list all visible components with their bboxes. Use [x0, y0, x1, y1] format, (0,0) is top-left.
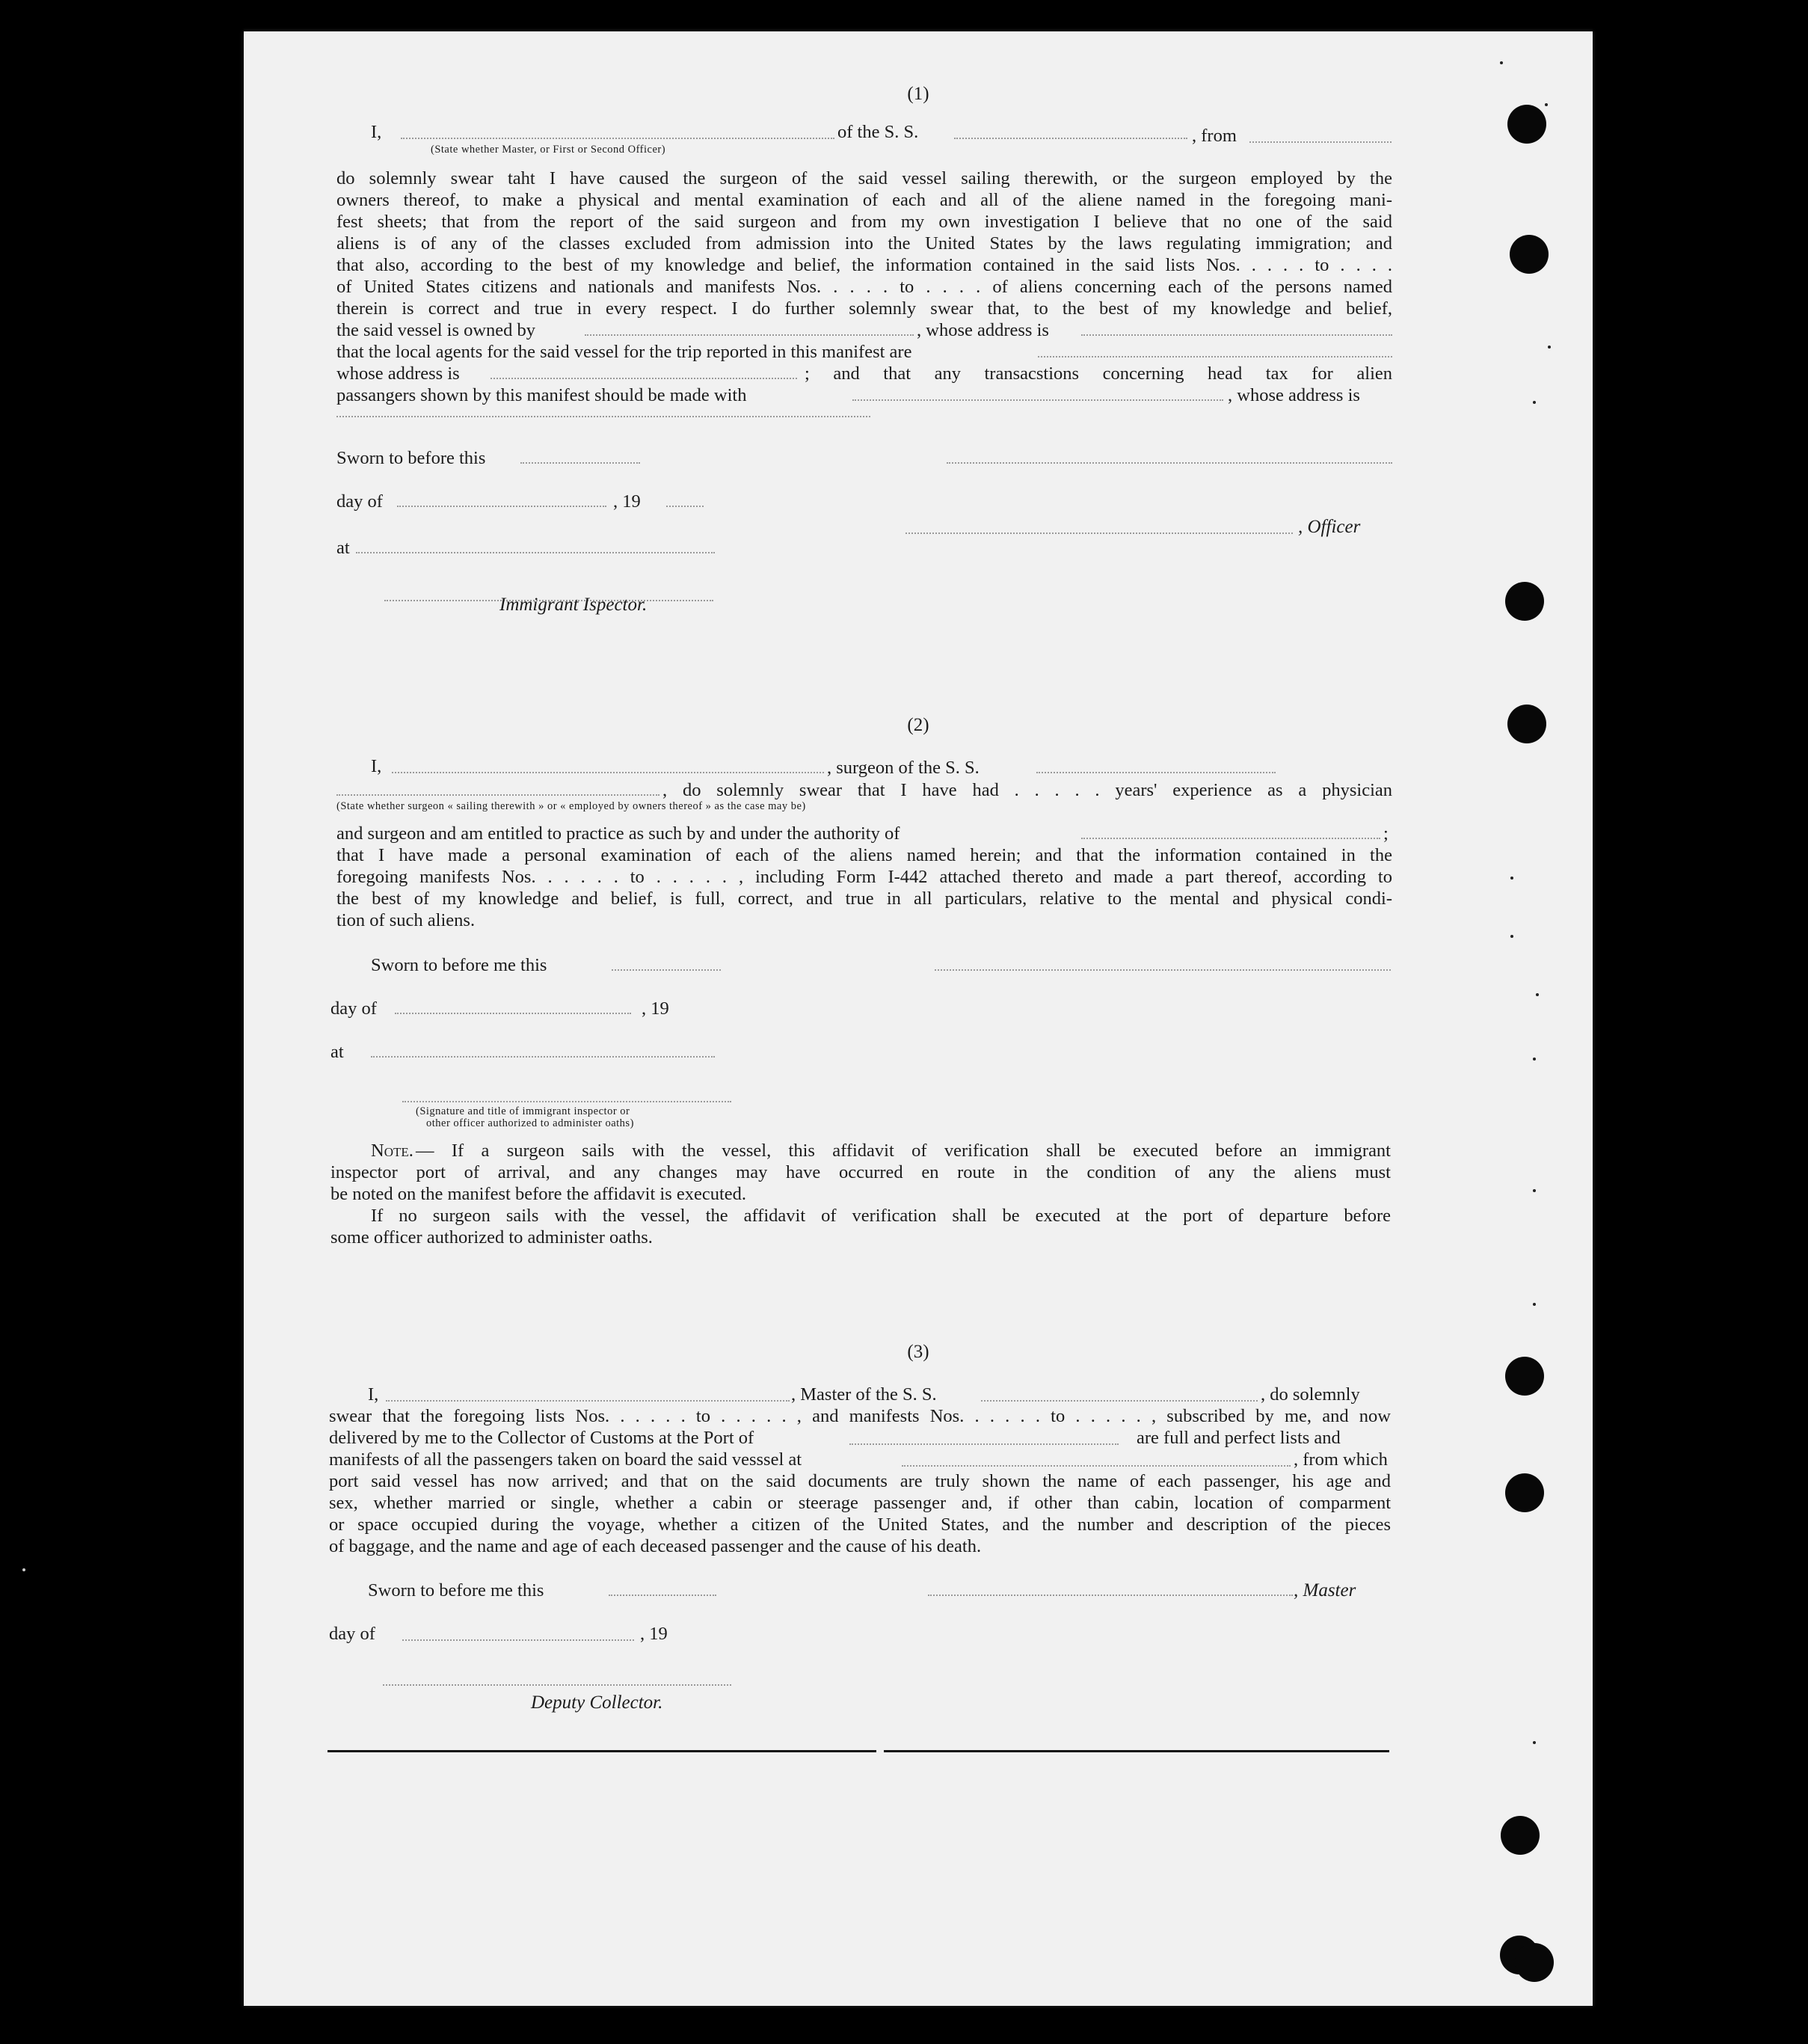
s2-note-line-3: be noted on the manifest before the affidavit is executed. [330, 1184, 747, 1204]
s3-do-solemnly: , do solemnly [1261, 1384, 1360, 1405]
s2-body-line-1: that I have made a personal examination of each of the aliens named herein; and that the information contained in the [336, 845, 1392, 865]
s2-sworn: Sworn to before me this [371, 955, 547, 975]
s3-sworn-date-field[interactable] [609, 1581, 716, 1596]
s2-day-of: day of [330, 998, 377, 1019]
punch-hole [1505, 1473, 1544, 1512]
s1-body-line-6: of United States citizens and nationals and manifests Nos. . . . . to . . . . of aliens concerning each of the persons named [336, 277, 1392, 297]
bottom-rule-right [884, 1750, 1389, 1752]
s2-day-field[interactable] [395, 999, 631, 1014]
s2-i: I, [371, 756, 382, 776]
s1-head-tax-field[interactable] [852, 386, 1223, 401]
s3-i: I, [368, 1384, 379, 1405]
s3-body-line-1: port said vessel has now arrived; and that on the said documents are truly shown the name of each passenger, his age and [329, 1471, 1391, 1491]
speck [1548, 346, 1551, 349]
s1-body-line-4: aliens is of any of the classes excluded from admission into the United States by the laws regulating immigration; and [336, 233, 1392, 254]
s3-port-field[interactable] [849, 1430, 1119, 1445]
s3-day-of: day of [329, 1624, 375, 1644]
s1-whose-address-1: , whose address is [917, 320, 1049, 340]
s1-body-line-5: that also, according to the best of my knowledge and belief, the information contained in the said lists Nos. . . . . to . . . . [336, 255, 1392, 275]
s3-body-line-3: or space occupied during the voyage, whether a citizen of the United States, and the number and description of the pieces [329, 1514, 1391, 1535]
speck [1533, 1189, 1536, 1192]
s1-body-line-2: owners thereof, to make a physical and mental examination of each and all of the aliene named in the foregoing mani- [336, 190, 1392, 210]
s2-at-field[interactable] [371, 1043, 715, 1058]
s1-agents-field[interactable] [1038, 343, 1392, 357]
s3-master-of-ss: , Master of the S. S. [791, 1384, 937, 1405]
s3-year: , 19 [640, 1624, 668, 1644]
s1-year-field[interactable] [666, 492, 704, 507]
s1-sworn: Sworn to before this [336, 448, 486, 468]
s2-ship-field[interactable] [1036, 758, 1276, 773]
s1-whose-address-2: whose address is [336, 363, 460, 384]
s2-body-line-2: foregoing manifests Nos. . . . . . to . . . . . , including Form I-442 attached thereto and made a part thereof, according to [336, 867, 1392, 887]
s1-i: I, [371, 122, 382, 142]
s1-officer-note: (State whether Master, or First or Second Officer) [431, 144, 666, 156]
document-page [244, 31, 1593, 2006]
s1-head-tax-address-field[interactable] [336, 402, 870, 417]
s3-deputy-caption: Deputy Collector. [531, 1692, 663, 1713]
s1-owner-address-field[interactable] [1081, 321, 1392, 336]
speck [22, 1568, 25, 1571]
s2-authority-field[interactable] [1081, 824, 1380, 839]
s2-years-experience: , do solemnly swear that I have had . . . . . years' experience as a physician [662, 780, 1392, 800]
s2-authority-end: ; [1383, 823, 1389, 844]
speck [1545, 103, 1548, 106]
speck [1536, 993, 1539, 996]
s1-day-field[interactable] [397, 492, 606, 507]
punch-hole [1507, 705, 1546, 743]
s2-capacity-note: (State whether surgeon « sailing therewith » or « employed by owners thereof » as the case may be) [336, 800, 806, 812]
punch-hole [1505, 1357, 1544, 1396]
s3-ship-field[interactable] [981, 1387, 1258, 1402]
s3-master-signature-field[interactable] [928, 1581, 1293, 1596]
s2-note-line-2: inspector port of arrival, and any changes may have occurred en route in the condition of any the aliens must [330, 1162, 1391, 1182]
s2-note2-line-2: some officer authorized to administer oaths. [330, 1227, 653, 1247]
s2-body-line-3: the best of my knowledge and belief, is full, correct, and true in all particulars, relative to the mental and physical condi- [336, 889, 1392, 909]
s3-sworn: Sworn to before me this [368, 1580, 544, 1600]
s1-officer-field[interactable] [401, 124, 834, 139]
punch-hole [1507, 105, 1546, 144]
s1-from: , from [1192, 126, 1237, 146]
s3-lists-line: swear that the foregoing lists Nos. . . . . . to . . . . . , and manifests Nos. . . . . . to . . . . . , subscribed by me, and now [329, 1406, 1391, 1426]
s1-year: , 19 [613, 491, 641, 512]
s1-body-line-7: therein is correct and true in every respect. I do further solemnly swear that, to the best of my knowledge and belief, [336, 298, 1392, 319]
s3-master-caption: , Master [1294, 1580, 1356, 1600]
s3-body-line-4: of baggage, and the name and age of each deceased passenger and the cause of his death. [329, 1536, 982, 1556]
speck [1510, 935, 1513, 938]
s1-officer-signature-field[interactable] [947, 449, 1392, 464]
speck [1533, 1303, 1536, 1306]
s1-day-of: day of [336, 491, 383, 512]
punch-hole [1515, 1943, 1554, 1982]
s2-sig-note-1: (Signature and title of immigrant inspector or [416, 1105, 630, 1117]
s3-body-line-2: sex, whether married or single, whether a cabin or steerage passenger and, if other than cabin, location of comparment [329, 1493, 1391, 1513]
s2-surgeon-name-field[interactable] [392, 758, 824, 773]
punch-hole [1510, 235, 1549, 274]
bottom-rule-left [328, 1750, 876, 1752]
s2-at: at [330, 1042, 344, 1062]
s1-body-line-3: fest sheets; that from the report of the said surgeon and from my own investigation I believe that no one of the said [336, 212, 1392, 232]
s3-deputy-signature-field[interactable] [383, 1671, 731, 1686]
section-2-number: (2) [907, 715, 929, 735]
s2-surgeon-of-ss: , surgeon of the S. S. [827, 758, 980, 778]
punch-hole [1501, 1816, 1540, 1855]
s3-manifests: manifests of all the passengers taken on board the said vesssel at [329, 1449, 802, 1470]
s1-agents-address-field[interactable] [491, 364, 797, 379]
speck [1510, 877, 1513, 880]
s3-from-which: , from which [1294, 1449, 1388, 1470]
s2-body-line-4: tion of such aliens. [336, 910, 476, 930]
s2-inspector-signature-field[interactable] [402, 1087, 731, 1102]
s1-local-agents: that the local agents for the said vessel for the trip reported in this manifest are [336, 342, 912, 362]
section-3-number: (3) [907, 1342, 929, 1362]
s3-full-perfect: are full and perfect lists and [1137, 1428, 1341, 1448]
s3-master-name-field[interactable] [386, 1387, 790, 1402]
s2-authority: and surgeon and am entitled to practice as such by and under the authority of [336, 823, 900, 844]
speck [1500, 61, 1503, 64]
s1-owner-field[interactable] [585, 321, 914, 336]
s3-port-boarded-field[interactable] [902, 1452, 1291, 1467]
s2-note2-line-1: If no surgeon sails with the vessel, the affidavit of verification shall be executed at the port of departure before [371, 1206, 1391, 1226]
s1-head-tax: ; and that any transacstions concerning head tax for alien [805, 363, 1392, 384]
s1-whose-address-3: , whose address is [1228, 385, 1360, 405]
s1-from-field[interactable] [1249, 128, 1392, 143]
section-1-number: (1) [907, 84, 929, 104]
s1-of-ss: of the S. S. [837, 122, 919, 142]
s3-delivered: delivered by me to the Collector of Customs at the Port of [329, 1428, 754, 1448]
s1-owned-by: the said vessel is owned by [336, 320, 536, 340]
s1-ship-field[interactable] [954, 124, 1187, 139]
s1-at: at [336, 538, 350, 558]
s1-passangers: passangers shown by this manifest should be made with [336, 385, 747, 405]
s2-year: , 19 [642, 998, 669, 1019]
s1-inspector-caption: Immigrant Ispector. [499, 595, 648, 615]
speck [1533, 401, 1536, 404]
s2-note-label: Note. [371, 1141, 413, 1161]
s1-officer-name-field[interactable] [905, 519, 1293, 534]
s3-day-field[interactable] [402, 1626, 634, 1641]
s2-capacity-field[interactable] [336, 781, 659, 796]
s2-sig-note-2: other officer authorized to administer oaths) [426, 1117, 634, 1129]
speck [1533, 1058, 1536, 1061]
speck [1533, 1741, 1536, 1744]
s1-sworn-date-field[interactable] [520, 449, 640, 464]
s1-body-line-1: do solemnly swear taht I have caused the surgeon of the said vessel sailing therewith, or the surgeon employed by the [336, 168, 1392, 188]
s1-officer-caption: , Officer [1298, 517, 1361, 537]
s1-at-field[interactable] [356, 538, 715, 553]
s2-note-line-1: — If a surgeon sails with the vessel, this affidavit of verification shall be executed before an immigrant [416, 1141, 1391, 1161]
s2-surgeon-signature-field[interactable] [935, 956, 1391, 971]
punch-hole [1505, 582, 1544, 621]
s2-sworn-date-field[interactable] [612, 956, 721, 971]
